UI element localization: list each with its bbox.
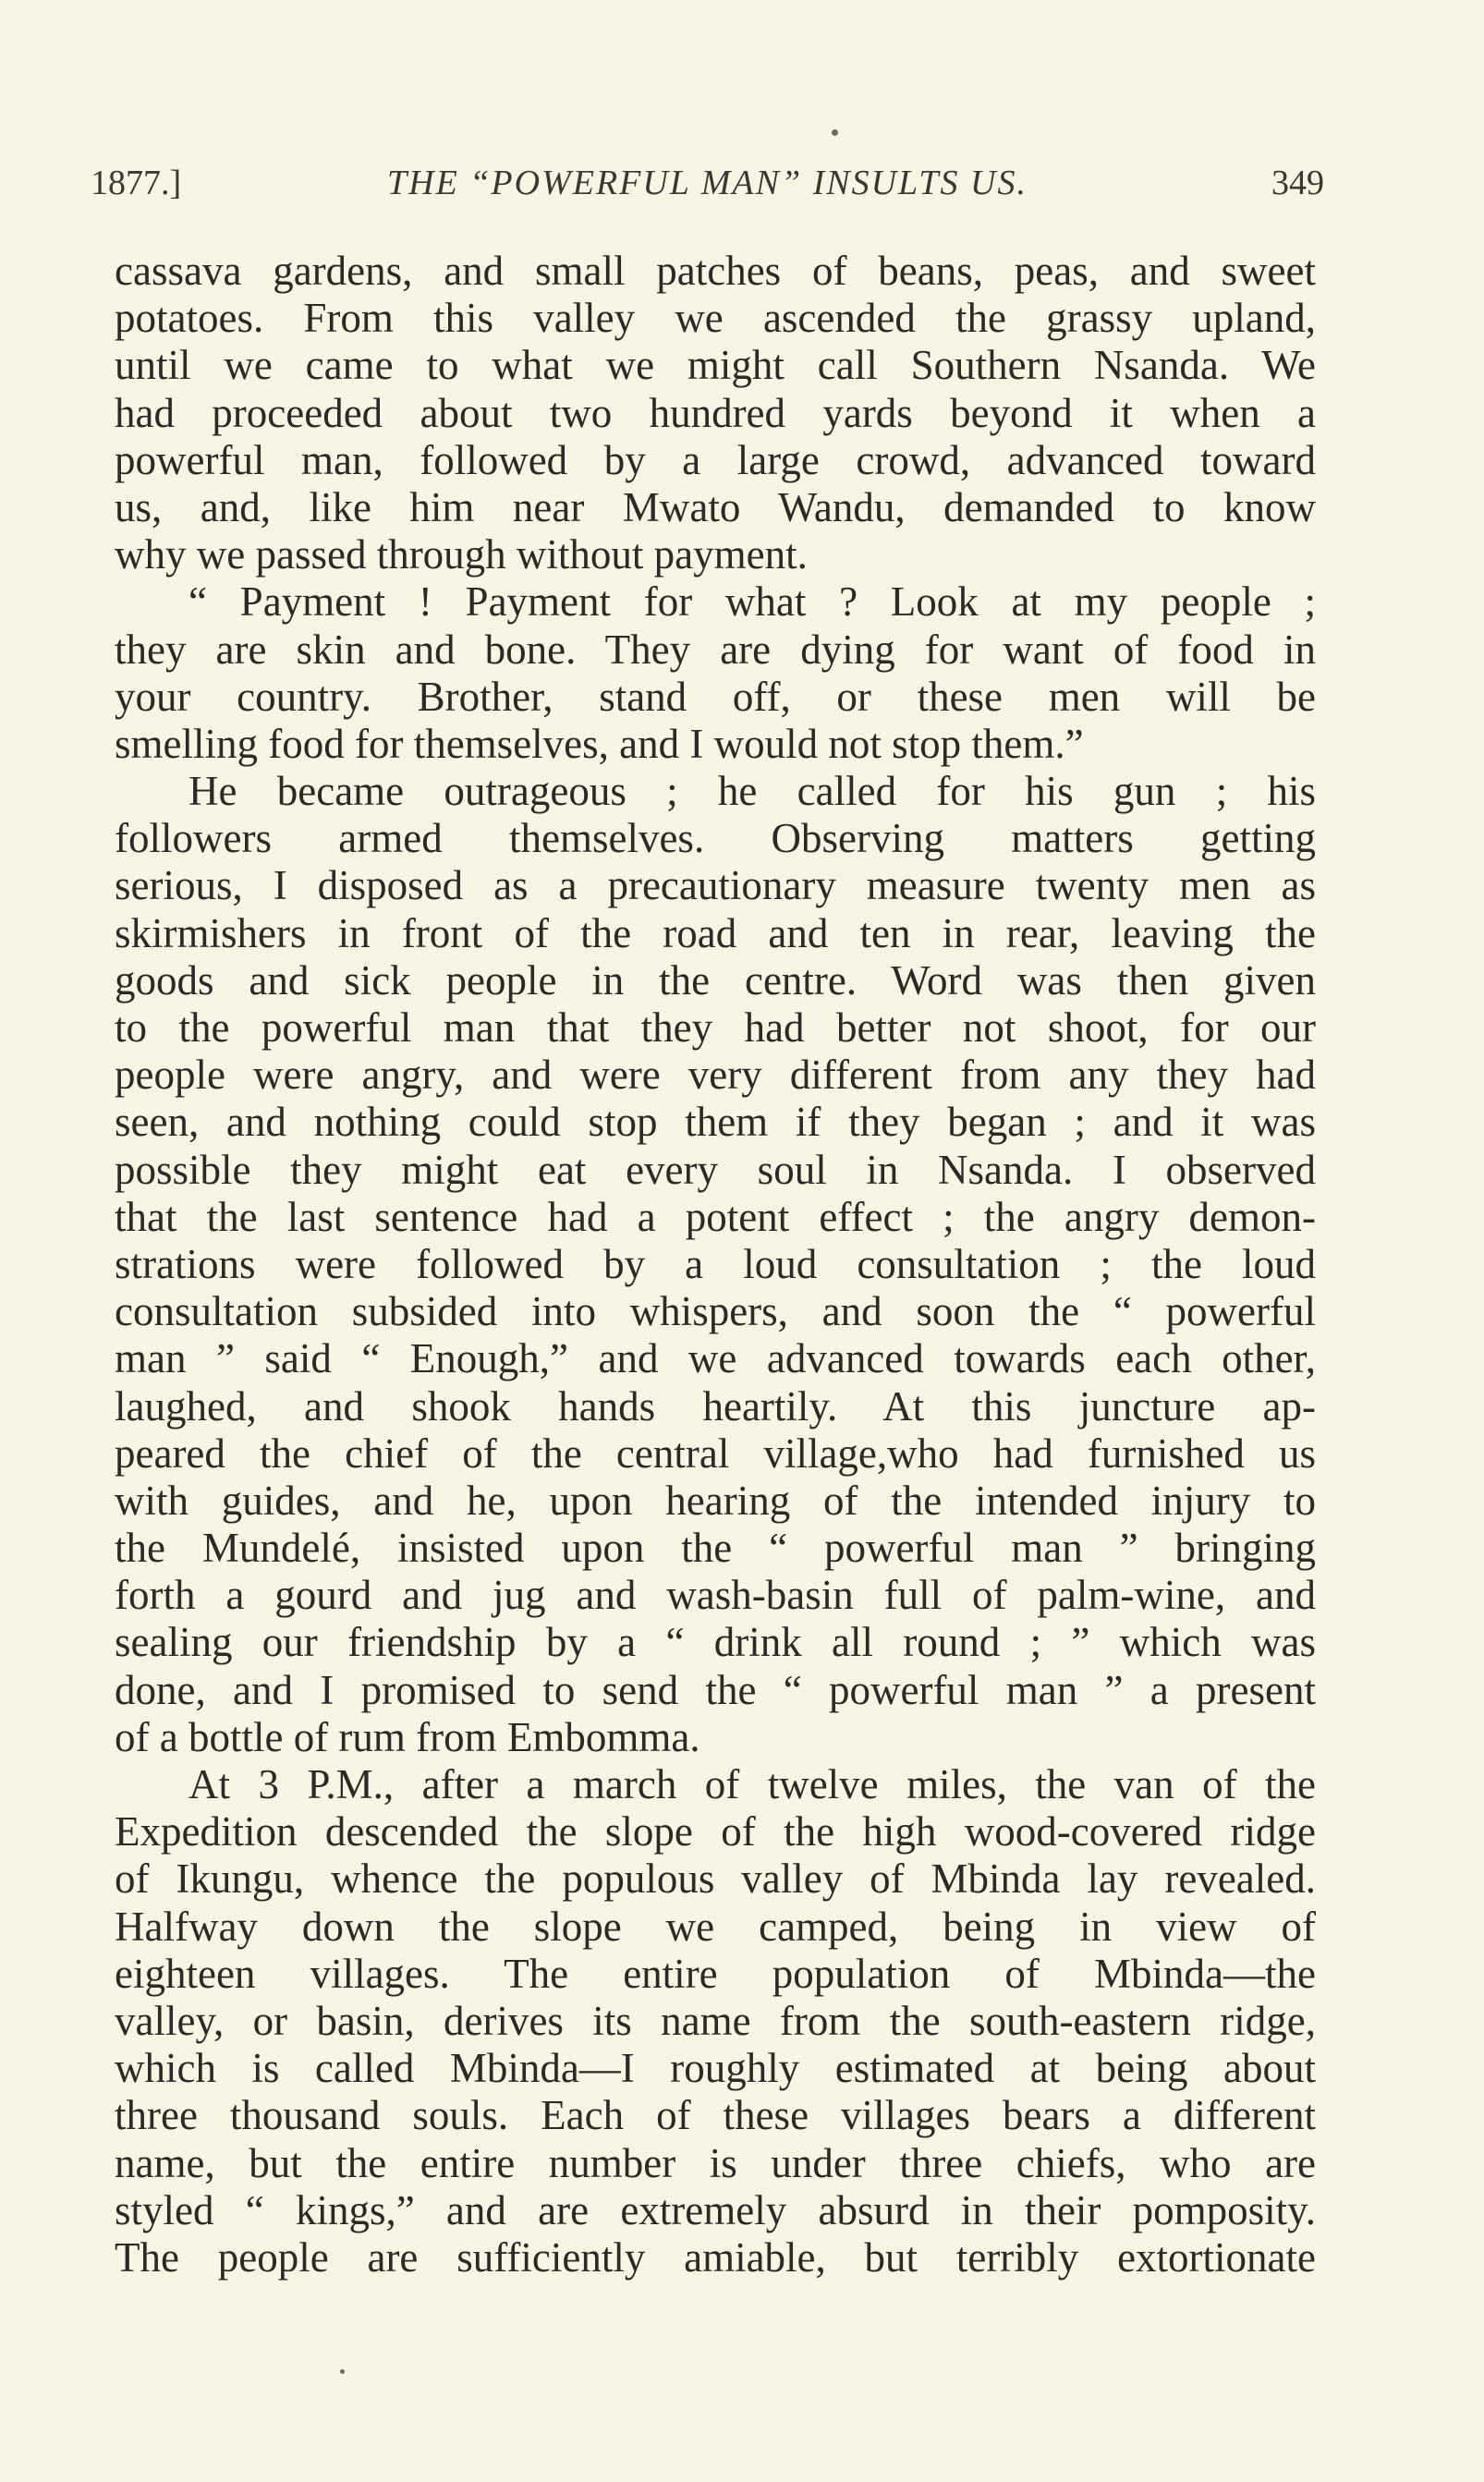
text-line: three thousand souls. Each of these villages bears a different: [115, 2092, 1316, 2139]
text-line: strations were followed by a loud consultation ; the loud: [115, 1240, 1316, 1287]
text-line: of Ikungu, whence the populous valley of Mbinda lay revealed.: [115, 1855, 1316, 1903]
text-line: why we passed through without payment.: [115, 531, 808, 578]
text-line: that the last sentence had a potent effect ; the angry demon-: [115, 1193, 1316, 1240]
text-line: us, and, like him near Mwato Wandu, demanded to know: [115, 483, 1316, 530]
text-line: to the powerful man that they had better not shoot, for our: [115, 1004, 1316, 1051]
text-line: smelling food for themselves, and I would not stop them.”: [115, 720, 1084, 767]
text-line: which is called Mbinda—I roughly estimated at being about: [115, 2045, 1316, 2092]
running-head-year: 1877.]: [91, 164, 182, 202]
text-line: of a bottle of rum from Embomma.: [115, 1713, 700, 1760]
text-line: they are skin and bone. They are dying for want of food in: [115, 626, 1316, 673]
text-line: seen, and nothing could stop them if they began ; and it was: [115, 1099, 1316, 1146]
text-line: man ” said “ Enough,” and we advanced towards each other,: [115, 1335, 1316, 1382]
text-line: He became outrageous ; he called for his gun ; his: [189, 768, 1316, 815]
text-line: goods and sick people in the centre. Word was then given: [115, 956, 1316, 1004]
text-line: peared the chief of the central village,who had furnished us: [115, 1430, 1316, 1477]
text-line: valley, or basin, derives its name from the south-eastern ridge,: [115, 1997, 1316, 2044]
text-line: had proceeded about two hundred yards beyond it when a: [115, 389, 1316, 436]
text-line: cassava gardens, and small patches of beans, peas, and sweet: [115, 248, 1316, 294]
text-line: The people are sufficiently amiable, but terribly extortionate: [115, 2233, 1316, 2281]
text-line: name, but the entire number is under three chiefs, who are: [115, 2139, 1316, 2186]
ink-speck: [832, 129, 838, 136]
running-head: [91, 155, 1324, 211]
body-text: [115, 248, 1316, 2281]
text-line: possible they might eat every soul in Nsanda. I observed: [115, 1146, 1316, 1193]
text-line: done, and I promised to send the “ powerful man ” a present: [115, 1666, 1316, 1713]
text-line: sealing our friendship by a “ drink all round ; ” which was: [115, 1619, 1316, 1666]
text-line: until we came to what we might call Southern Nsanda. We: [115, 342, 1316, 389]
text-line: styled “ kings,” and are extremely absurd in their pomposity.: [115, 2186, 1316, 2233]
text-line: potatoes. From this valley we ascended the grassy upland,: [115, 295, 1316, 342]
running-head-title: THE “POWERFUL MAN” INSULTS US.: [387, 164, 1028, 202]
text-line: people were angry, and were very different from any they had: [115, 1052, 1316, 1099]
text-line: with guides, and he, upon hearing of the intended injury to: [115, 1477, 1316, 1524]
text-line: eighteen villages. The entire population of Mbinda—the: [115, 1950, 1316, 1997]
text-line: followers armed themselves. Observing matters getting: [115, 815, 1316, 862]
text-line: “ Payment ! Payment for what ? Look at my people ;: [189, 578, 1316, 626]
text-line: Expedition descended the slope of the high wood-covered ridge: [115, 1808, 1316, 1855]
ink-speck: [340, 2369, 345, 2374]
text-line: At 3 P.M., after a march of twelve miles, the van of the: [189, 1761, 1316, 1807]
text-line: serious, I disposed as a precautionary measure twenty men as: [115, 862, 1316, 909]
text-line: Halfway down the slope we camped, being in view of: [115, 1903, 1316, 1950]
text-line: laughed, and shook hands heartily. At this juncture ap-: [115, 1382, 1316, 1430]
text-line: consultation subsided into whispers, and soon the “ powerful: [115, 1288, 1316, 1335]
text-line: powerful man, followed by a large crowd, advanced toward: [115, 436, 1316, 483]
page-number: 349: [1271, 164, 1324, 202]
text-line: skirmishers in front of the road and ten in rear, leaving the: [115, 909, 1316, 956]
text-line: your country. Brother, stand off, or these men will be: [115, 673, 1316, 720]
text-line: the Mundelé, insisted upon the “ powerful man ” bringing: [115, 1525, 1316, 1572]
text-line: forth a gourd and jug and wash-basin full of palm-wine, and: [115, 1572, 1316, 1619]
